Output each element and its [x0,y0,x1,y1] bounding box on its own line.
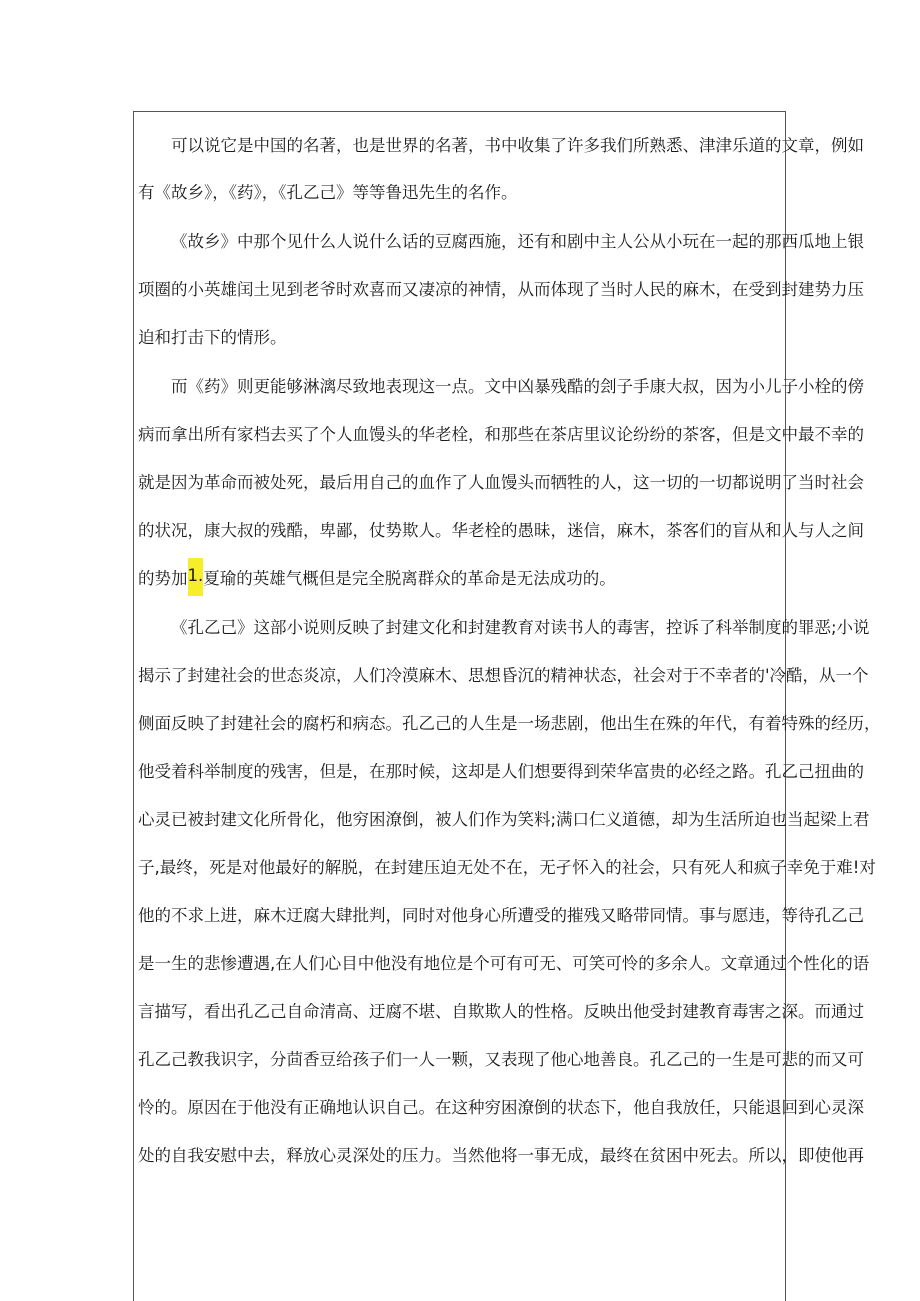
paragraph-line: 怜的。原因在于他没有正确地认识自己。在这种穷困潦倒的状态下，他自我放任，只能退回到心灵深 [138,1098,864,1117]
paragraph-line: 他受着科举制度的残害，但是，在那时候，这却是人们想要得到荣华富贵的必经之路。孔乙己扭曲的 [138,762,864,781]
paragraph-line: 可以说它是中国的名著，也是世界的名著，书中收集了许多我们所熟悉、津津乐道的文章，例如 [171,136,864,155]
paragraph-line: 有《故乡》，《药》，《孔乙己》等等鲁迅先生的名作。 [138,183,518,202]
paragraph-line: 的状况，康大叔的残酷，卑鄙，仗势欺人。华老栓的愚昧，迷信，麻木，茶客们的盲从和人与人之间 [138,521,864,540]
line-text: 夏瑜的英雄气概但是完全脱离群众的革命是无法成功的。 [203,569,616,588]
paragraph-line: 心灵已被封建文化所骨化，他穷困潦倒，被人们作为笑料;满口仁义道德，却为生活所迫也当起梁上君 [138,810,870,829]
line-text: 的势加 [138,569,188,588]
paragraph-line: 项圈的小英雄闰土见到老爷时欢喜而又凄凉的神情，从而体现了当时人民的麻木，在受到封建势力压 [138,280,864,299]
paragraph-line: 病而拿出所有家档去买了个人血馒头的华老栓，和那些在茶店里议论纷纷的茶客，但是文中最不幸的 [138,425,864,444]
paragraph-line: 《孔乙己》这部小说则反映了封建文化和封建教育对读书人的毒害，控诉了科举制度的罪恶;小说 [171,618,870,637]
paragraph-line: 孔乙己教我识字，分茴香豆给孩子们一人一颗，又表现了他心地善良。孔乙己的一生是可悲的而又可 [138,1050,864,1069]
paragraph-line: 他的不求上进，麻木迂腐大肆批判，同时对他身心所遭受的摧残又略带同情。事与愿违，等待孔乙己 [138,906,864,925]
paragraph-line: 揭示了封建社会的世态炎凉，人们冷漠麻木、思想昏沉的精神状态，社会对于不幸者的'冷酷，从一个 [138,666,869,685]
highlighted-text: 1. [188,558,204,596]
paragraph-line: 是一生的悲惨遭遇,在人们心目中他没有地位是个可有可无、可笑可怜的多余人。文章通过个性化的语 [138,954,870,973]
paragraph-line: 子,最终，死是对他最好的解脱，在封建压迫无处不在，无孑怀入的社会，只有死人和疯子幸免于难!对 [138,858,876,877]
paragraph-line: 侧面反映了封建社会的腐朽和病态。孔乙己的人生是一场悲剧，他出生在殊的年代，有着特殊的经历， [138,714,881,733]
paragraph-line: 迫和打击下的情形。 [138,328,287,347]
paragraph-line: 言描写，看出孔乙己自命清高、迂腐不堪、自欺欺人的性格。反映出他受封建教育毒害之深。而通过 [138,1002,864,1021]
paragraph-line: 而《药》则更能够淋漓尽致地表现这一点。文中凶暴残酷的刽子手康大叔，因为小儿子小栓的傍 [171,377,864,396]
paragraph-line: 就是因为革命而被处死，最后用自己的血作了人血馒头而牺牲的人，这一切的一切都说明了当时社会 [138,473,864,492]
paragraph-line: 处的自我安慰中去，释放心灵深处的压力。当然他将一事无成，最终在贫困中死去。所以，即使他再 [138,1146,864,1165]
paragraph-line: 《故乡》中那个见什么人说什么话的豆腐西施，还有和剧中主人公从小玩在一起的那西瓜地上银 [171,232,864,251]
paragraph-line [138,564,788,594]
